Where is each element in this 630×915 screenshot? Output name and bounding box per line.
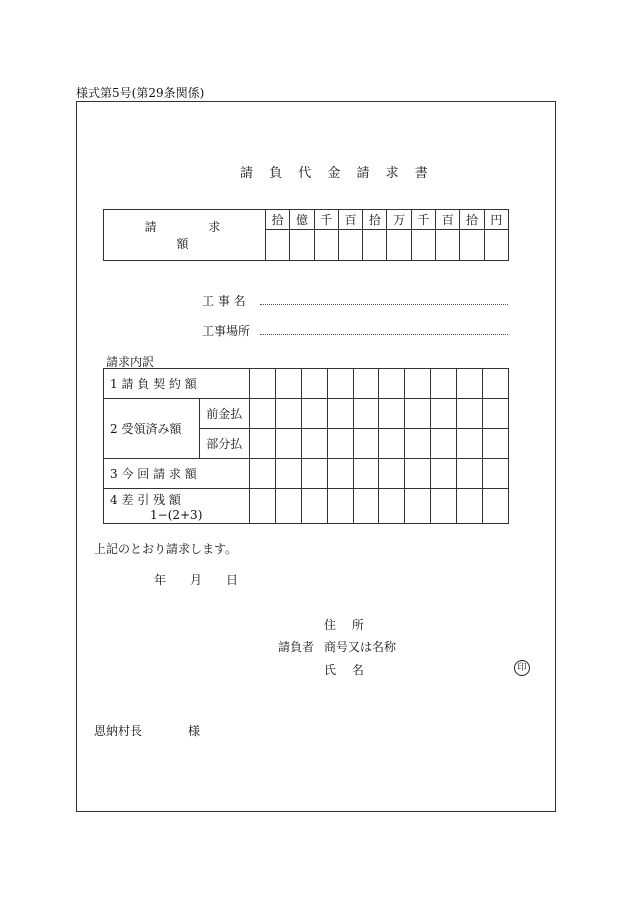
digit-input[interactable] xyxy=(457,399,483,429)
partial-payment-label: 部分払 xyxy=(199,429,249,459)
person-name-label: 氏 名 xyxy=(324,663,370,677)
amount-digit-input[interactable] xyxy=(387,230,411,261)
digit-input[interactable] xyxy=(249,369,275,399)
digit-input[interactable] xyxy=(482,459,508,489)
digit-input[interactable] xyxy=(431,399,457,429)
unit-cell: 億 xyxy=(290,210,314,230)
seal-mark: 印 xyxy=(514,660,530,676)
digit-input[interactable] xyxy=(379,399,405,429)
unit-cell: 円 xyxy=(484,210,508,230)
date-day-label: 日 xyxy=(226,573,239,587)
digit-input[interactable] xyxy=(482,489,508,524)
balance-label xyxy=(104,489,250,524)
unit-cell: 百 xyxy=(436,210,460,230)
digit-input[interactable] xyxy=(482,399,508,429)
unit-cell: 万 xyxy=(387,210,411,230)
digit-input[interactable] xyxy=(405,429,431,459)
amount-digit-input[interactable] xyxy=(266,230,290,261)
digit-input[interactable] xyxy=(301,399,327,429)
unit-cell: 拾 xyxy=(266,210,290,230)
digit-input[interactable] xyxy=(275,429,301,459)
work-place-label: 工事場所 xyxy=(202,324,251,338)
digit-input[interactable] xyxy=(353,369,379,399)
digit-input[interactable] xyxy=(457,429,483,459)
digit-input[interactable] xyxy=(275,489,301,524)
digit-input[interactable] xyxy=(327,489,353,524)
digit-input[interactable] xyxy=(482,429,508,459)
company-name-label: 商号又は名称 xyxy=(324,640,397,654)
amount-label: 請 求 額 xyxy=(104,210,266,261)
amount-digit-input[interactable] xyxy=(436,230,460,261)
digit-input[interactable] xyxy=(405,399,431,429)
digit-input[interactable] xyxy=(327,369,353,399)
request-statement: 上記のとおり請求します。 xyxy=(94,542,238,556)
amount-digit-input[interactable] xyxy=(363,230,387,261)
digit-input[interactable] xyxy=(275,399,301,429)
breakdown-heading: 請求内訳 xyxy=(106,355,155,369)
digit-input[interactable] xyxy=(249,459,275,489)
document-title: 請 負 代 金 請 求 書 xyxy=(240,166,434,181)
contractor-role-label: 請負者 xyxy=(278,640,315,654)
digit-input[interactable] xyxy=(275,459,301,489)
breakdown-table xyxy=(103,368,509,524)
amount-digit-input[interactable] xyxy=(338,230,362,261)
digit-input[interactable] xyxy=(405,369,431,399)
addressee-honorific: 様 xyxy=(188,724,201,738)
digit-input[interactable] xyxy=(405,459,431,489)
digit-input[interactable] xyxy=(379,429,405,459)
digit-input[interactable] xyxy=(457,459,483,489)
digit-input[interactable] xyxy=(249,399,275,429)
contract-amount-label: 1 請 負 契 約 額 xyxy=(104,369,250,399)
digit-input[interactable] xyxy=(353,459,379,489)
balance-formula: 1−(2+3) xyxy=(150,507,203,522)
unit-cell: 千 xyxy=(314,210,338,230)
addressee-title: 恩納村長 xyxy=(94,724,143,738)
amount-digit-input[interactable] xyxy=(290,230,314,261)
digit-input[interactable] xyxy=(431,369,457,399)
digit-input[interactable] xyxy=(249,489,275,524)
digit-input[interactable] xyxy=(457,369,483,399)
digit-input[interactable] xyxy=(301,369,327,399)
advance-payment-label: 前金払 xyxy=(199,399,249,429)
digit-input[interactable] xyxy=(301,489,327,524)
amount-digit-input[interactable] xyxy=(411,230,435,261)
digit-input[interactable] xyxy=(457,489,483,524)
unit-cell: 百 xyxy=(338,210,362,230)
unit-cell: 千 xyxy=(411,210,435,230)
digit-input[interactable] xyxy=(301,459,327,489)
digit-input[interactable] xyxy=(431,489,457,524)
digit-input[interactable] xyxy=(249,429,275,459)
digit-input[interactable] xyxy=(482,369,508,399)
form-number: 様式第5号(第29条関係) xyxy=(76,86,205,100)
amount-table xyxy=(103,209,509,261)
work-name-field[interactable] xyxy=(260,304,508,305)
digit-input[interactable] xyxy=(431,429,457,459)
current-claim-label: 3 今 回 請 求 額 xyxy=(104,459,250,489)
digit-input[interactable] xyxy=(353,489,379,524)
digit-input[interactable] xyxy=(379,489,405,524)
amount-digit-input[interactable] xyxy=(460,230,484,261)
amount-digit-input[interactable] xyxy=(314,230,338,261)
digit-input[interactable] xyxy=(431,459,457,489)
digit-input[interactable] xyxy=(327,459,353,489)
digit-input[interactable] xyxy=(379,459,405,489)
balance-label-text: 4 差 引 残 額 xyxy=(110,492,181,507)
work-place-field[interactable] xyxy=(260,334,508,335)
amount-digit-input[interactable] xyxy=(484,230,508,261)
date-year-label: 年 xyxy=(154,573,167,587)
digit-input[interactable] xyxy=(353,429,379,459)
digit-input[interactable] xyxy=(275,369,301,399)
address-label: 住 所 xyxy=(324,618,370,632)
digit-input[interactable] xyxy=(327,399,353,429)
digit-input[interactable] xyxy=(353,399,379,429)
unit-cell: 拾 xyxy=(363,210,387,230)
digit-input[interactable] xyxy=(379,369,405,399)
digit-input[interactable] xyxy=(327,429,353,459)
digit-input[interactable] xyxy=(301,429,327,459)
date-month-label: 月 xyxy=(190,573,203,587)
unit-cell: 拾 xyxy=(460,210,484,230)
digit-input[interactable] xyxy=(405,489,431,524)
received-amount-label: 2 受領済み額 xyxy=(104,399,200,459)
work-name-label: 工 事 名 xyxy=(202,294,246,308)
